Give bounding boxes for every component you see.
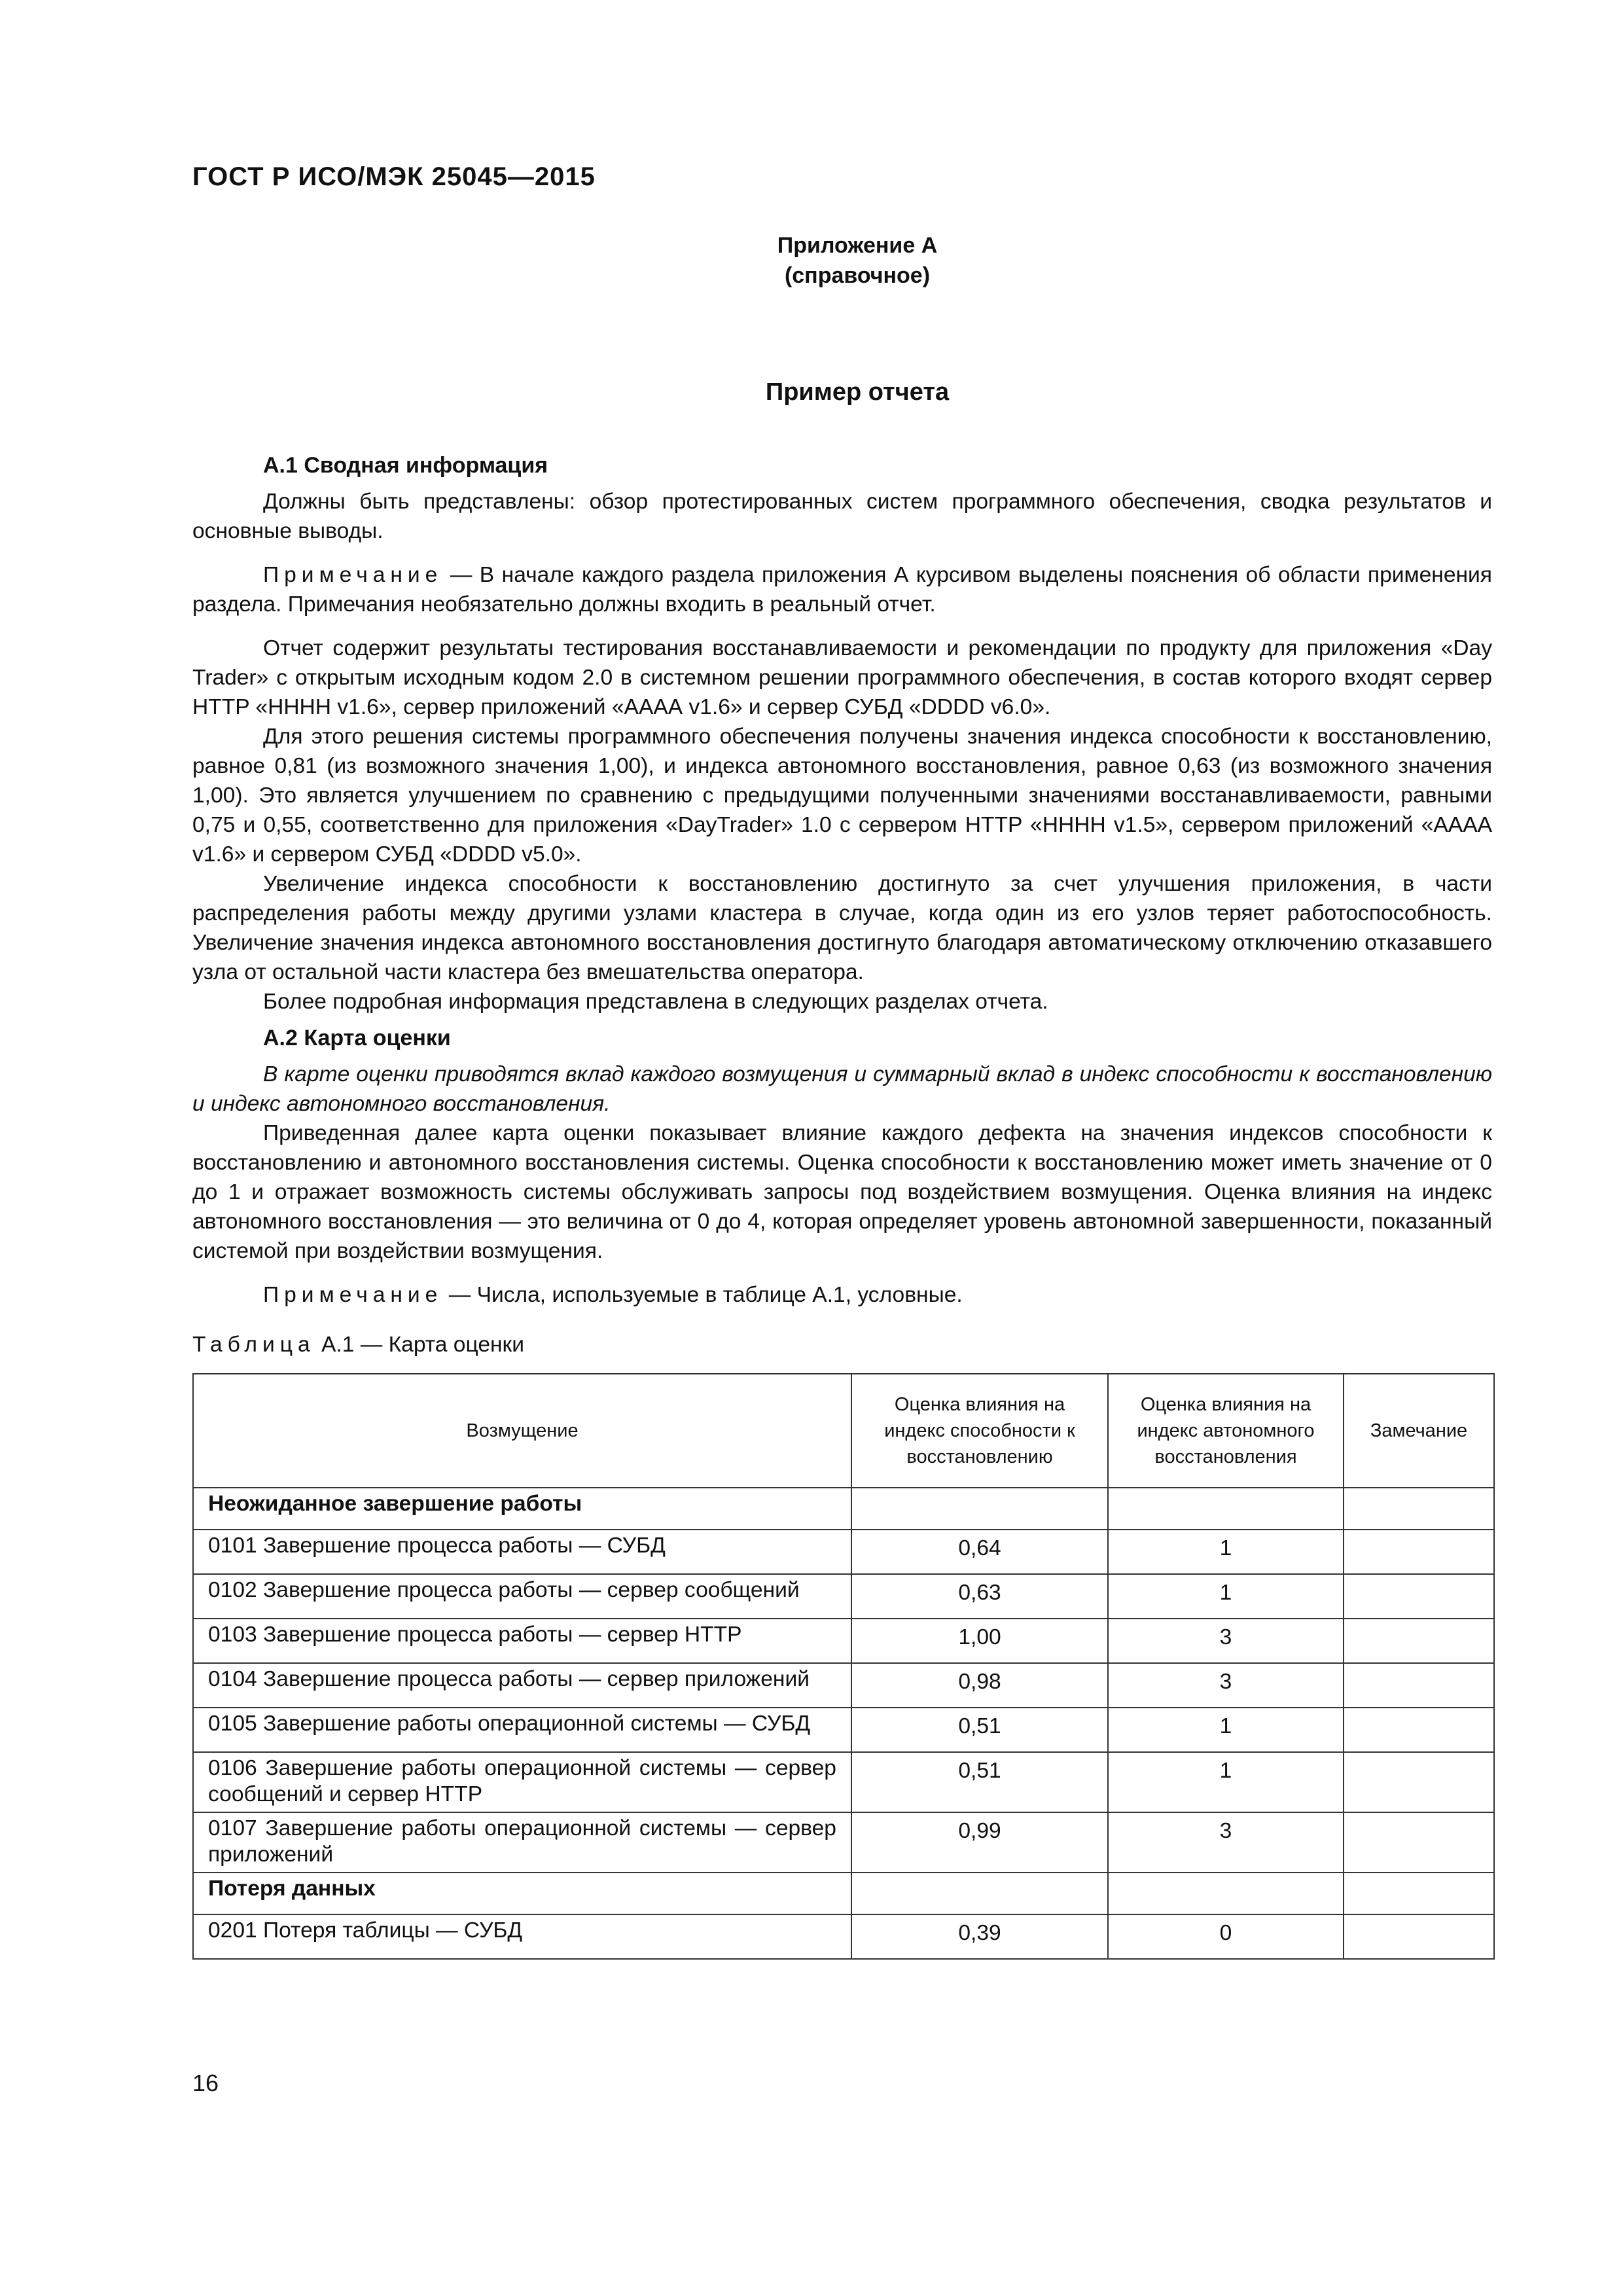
row-recovery-value: 0,64	[851, 1530, 1108, 1574]
note-1-text: — В начале каждого раздела приложения А курсивом выделены пояснения об области применения раздела. Примечания необязательно должны входить в реальный отчет.	[192, 563, 1492, 617]
row-autonomic-value: 3	[1108, 1812, 1344, 1873]
table-group-row	[193, 1488, 1494, 1530]
row-autonomic-value: 1	[1108, 1530, 1344, 1574]
row-description: 0102 Завершение процесса работы — сервер сообщений	[193, 1574, 851, 1619]
row-remark	[1344, 1914, 1494, 1959]
row-autonomic-value: 0	[1108, 1914, 1344, 1959]
table-row	[193, 1574, 1494, 1619]
table-caption	[192, 1333, 524, 1357]
note-1-label: Примечание	[263, 563, 443, 587]
row-description: 0104 Завершение процесса работы — сервер приложений	[193, 1663, 851, 1708]
group-title: Неожиданное завершение работы	[193, 1488, 851, 1530]
row-description: 0106 Завершение работы операционной системы — сервер сообщений и сервер HTTP	[193, 1752, 851, 1812]
note-2	[192, 1280, 1492, 1310]
paragraph-more-info: Более подробная информация представлена в следующих разделах отчета.	[263, 990, 1048, 1014]
row-recovery-value: 0,98	[851, 1663, 1108, 1708]
row-recovery-value: 0,39	[851, 1914, 1108, 1959]
section-a2-heading: А.2 Карта оценки	[263, 1026, 451, 1050]
table-row	[193, 1708, 1494, 1752]
header-recovery-index: Оценка влияния на индекс способности к восстановлению	[851, 1374, 1108, 1488]
row-remark	[1344, 1663, 1494, 1708]
row-recovery-value: 0,63	[851, 1574, 1108, 1619]
header-remark: Замечание	[1344, 1374, 1494, 1488]
paragraph-improvement: Увеличение индекса способности к восстановлению достигнуто за счет улучшения приложения, в части распределения работы между другими узлами кластера в случае, когда один из его узлов теряет работоспособность. Увеличение значения индекса автономного восстановления достигнуто благодаря автоматическому отключению отказавшего узла от остальной части кластера без вмешательства оператора.	[192, 872, 1492, 984]
table-caption-text: А.1 — Карта оценки	[315, 1333, 524, 1357]
table-group-row	[193, 1873, 1494, 1914]
table-row	[193, 1752, 1494, 1812]
paragraph-report-contents: Отчет содержит результаты тестирования восстанавливаемости и рекомендации по продукту для приложения «Day Trader» с открытым исходным кодом 2.0 в системном решении программного обеспечения, в состав которого входят сервер HTTP «НННН v1.6», сервер приложений «АААА v1.6» и сервер СУБД «DDDD v6.0».	[192, 636, 1492, 719]
paragraph-italic-scope: В карте оценки приводятся вклад каждого возмущения и суммарный вклад в индекс способности к восстановлению и индекс автономного восстановления.	[192, 1062, 1492, 1116]
row-description: 0101 Завершение процесса работы — СУБД	[193, 1530, 851, 1574]
row-remark	[1344, 1708, 1494, 1752]
row-remark	[1344, 1619, 1494, 1663]
table-row	[193, 1914, 1494, 1959]
appendix-title: Приложение А	[777, 233, 938, 258]
row-autonomic-value: 3	[1108, 1619, 1344, 1663]
row-autonomic-value: 1	[1108, 1574, 1344, 1619]
appendix-heading	[0, 230, 1623, 291]
header-autonomic-index: Оценка влияния на индекс автономного восстановления	[1108, 1374, 1344, 1488]
row-autonomic-value: 1	[1108, 1752, 1344, 1812]
table-header-row	[193, 1374, 1494, 1488]
row-description: 0103 Завершение процесса работы — сервер HTTP	[193, 1619, 851, 1663]
table-caption-label: Таблица	[192, 1333, 315, 1357]
evaluation-map-table	[192, 1373, 1495, 1960]
header-disturbance: Возмущение	[193, 1374, 851, 1488]
row-recovery-value: 1,00	[851, 1619, 1108, 1663]
note-2-label: Примечание	[263, 1283, 443, 1307]
row-remark	[1344, 1752, 1494, 1812]
document-code: ГОСТ Р ИСО/МЭК 25045—2015	[192, 162, 596, 191]
group-title: Потеря данных	[193, 1873, 851, 1914]
row-remark	[1344, 1812, 1494, 1873]
table-row	[193, 1530, 1494, 1574]
row-recovery-value: 0,51	[851, 1708, 1108, 1752]
report-title: Пример отчета	[765, 378, 950, 406]
row-recovery-value: 0,99	[851, 1812, 1108, 1873]
table-row	[193, 1619, 1494, 1663]
page-number: 16	[192, 2070, 219, 2096]
appendix-type: (справочное)	[784, 263, 931, 288]
table-row	[193, 1812, 1494, 1873]
row-description: 0201 Потеря таблицы — СУБД	[193, 1914, 851, 1959]
row-recovery-value: 0,51	[851, 1752, 1108, 1812]
table-row	[193, 1663, 1494, 1708]
row-autonomic-value: 3	[1108, 1663, 1344, 1708]
paragraph-evaluation-map: Приведенная далее карта оценки показывает влияние каждого дефекта на значения индексов способности к восстановлению и автономного восстановления системы. Оценка способности к восстановлению может иметь значение от 0 до 1 и отражает возможность системы обслуживать запросы под воздействием возмущения. Оценка влияния на индекс автономного восстановления — это величина от 0 до 4, которая определяет уровень автономной завершенности, показанный системой при воздействии возмущения.	[192, 1121, 1492, 1263]
paragraph-summary: Должны быть представлены: обзор протестированных систем программного обеспечения, сводка результатов и основные выводы.	[192, 490, 1492, 543]
paragraph-index-values: Для этого решения системы программного обеспечения получены значения индекса способности к восстановлению, равное 0,81 (из возможного значения 1,00), и индекса автономного восстановления, равное 0,63 (из возможного значения 1,00). Это является улучшением по сравнению с предыдущими полученными значениями восстанавливаемости, равными 0,75 и 0,55, соответственно для приложения «DayTrader» 1.0 с сервером HTTP «НННН v1.5», сервером приложений «АААА v1.6» и сервером СУБД «DDDD v5.0».	[192, 725, 1492, 867]
note-1	[192, 560, 1492, 619]
note-2-text: — Числа, используемые в таблице А.1, условные.	[442, 1283, 963, 1307]
section-a1-heading: А.1 Сводная информация	[263, 453, 548, 478]
document-body	[192, 450, 1492, 1310]
row-remark	[1344, 1530, 1494, 1574]
row-autonomic-value: 1	[1108, 1708, 1344, 1752]
row-description: 0107 Завершение работы операционной системы — сервер приложений	[193, 1812, 851, 1873]
row-description: 0105 Завершение работы операционной системы — СУБД	[193, 1708, 851, 1752]
row-remark	[1344, 1574, 1494, 1619]
